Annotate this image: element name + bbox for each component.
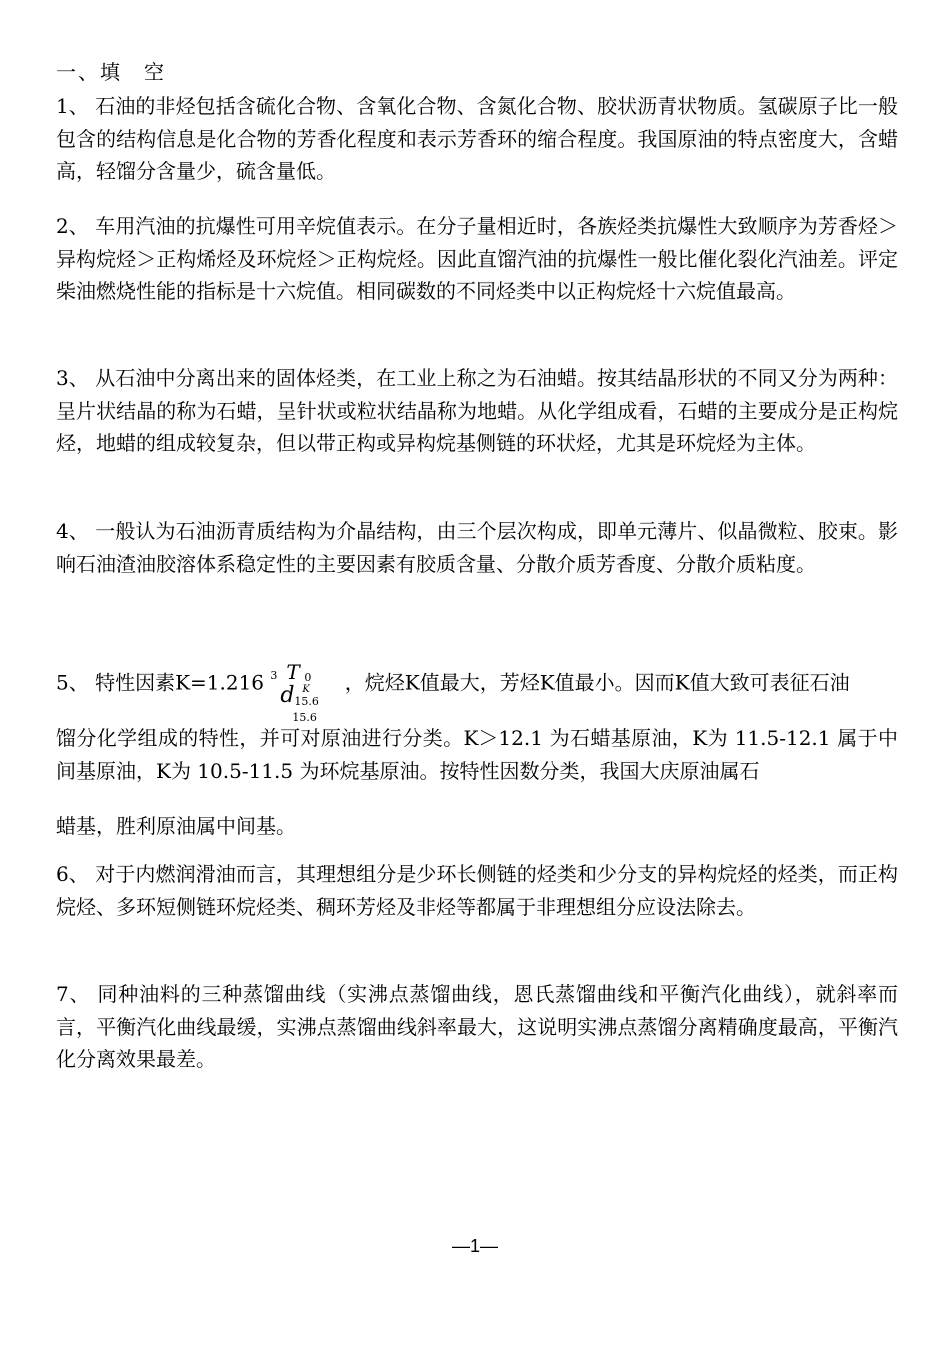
characteristic-factor-formula [270,656,338,724]
paragraph-5-prefix: 5、 特性因素K=1.216 [56,670,265,695]
formula-denominator-sup: 15.6 [294,695,319,708]
paragraph-1: 1、 石油的非烃包括含硫化合物、含氧化合物、含氮化合物、胶状沥青状物质。氢碳原子比一般包含的结构信息是化合物的芳香化程度和表示芳香环的缩合程度。我国原油的特点密度大，含蜡高，轻馏分含量少，硫含量低。 [56,94,898,183]
formula-denominator-symbol: d [280,683,295,708]
page-number: —1— [451,1236,498,1256]
formula-numerator-symbol: T [286,660,300,684]
formula-denominator-sub: 15.6 [292,711,317,724]
formula-numerator-sup: 0 [304,671,312,684]
paragraph-4: 4、 一般认为石油沥青质结构为介晶结构，由三个层次构成，即单元薄片、似晶微粒、胶束。影响石油渣油胶溶体系稳定性的主要因素有胶质含量、分散介质芳香度、分散介质粘度。 [56,519,898,576]
paragraph-6: 6、 对于内燃润滑油而言，其理想组分是少环长侧链的烃类和少分支的异构烷烃的烃类，而正构烷烃、多环短侧链环烷烃类、稠环芳烃及非烃等都属于非理想组分应设法除去。 [56,862,898,919]
paragraph-5-line-3: 蜡基，胜利原油属中间基。 [56,814,296,838]
paragraph-5-line-2: 馏分化学组成的特性，并可对原油进行分类。K＞12.1 为石蜡基原油，K为 11.5-12.1 属于中间基原油，K为 10.5-11.5 为环烷基原油。按特性因数分类，我国大庆原油属石 [56,726,898,783]
paragraph-5-suffix: ，烷烃K值最大，芳烃K值最小。因而K值大致可表征石油 [344,670,850,695]
section-title: 一、填 空 [56,60,166,84]
paragraph-2: 2、 车用汽油的抗爆性可用辛烷值表示。在分子量相近时，各族烃类抗爆性大致顺序为芳香烃＞异构烷烃＞正构烯烃及环烷烃＞正构烷烃。因此直馏汽油的抗爆性一般比催化裂化汽油差。评定柴油燃烧性能的指标是十六烷值。相同碳数的不同烃类中以正构烷烃十六烷值最高。 [56,214,898,303]
paragraph-5-line-1 [56,656,898,724]
formula-root-index: 3 [270,669,278,682]
paragraph-7: 7、 同种油料的三种蒸馏曲线（实沸点蒸馏曲线，恩氏蒸馏曲线和平衡汽化曲线），就斜率而言，平衡汽化曲线最缓，实沸点蒸馏曲线斜率最大，这说明实沸点蒸馏分离精确度最高，平衡汽化分离效果最差。 [56,982,898,1071]
paragraph-3: 3、 从石油中分离出来的固体烃类，在工业上称之为石油蜡。按其结晶形状的不同又分为两种：呈片状结晶的称为石蜡，呈针状或粒状结晶称为地蜡。从化学组成看，石蜡的主要成分是正构烷烃，地蜡的组成较复杂，但以带正构或异构烷基侧链的环状烃，尤其是环烷烃为主体。 [56,366,898,455]
formula-numerator-sub: K [302,684,310,695]
